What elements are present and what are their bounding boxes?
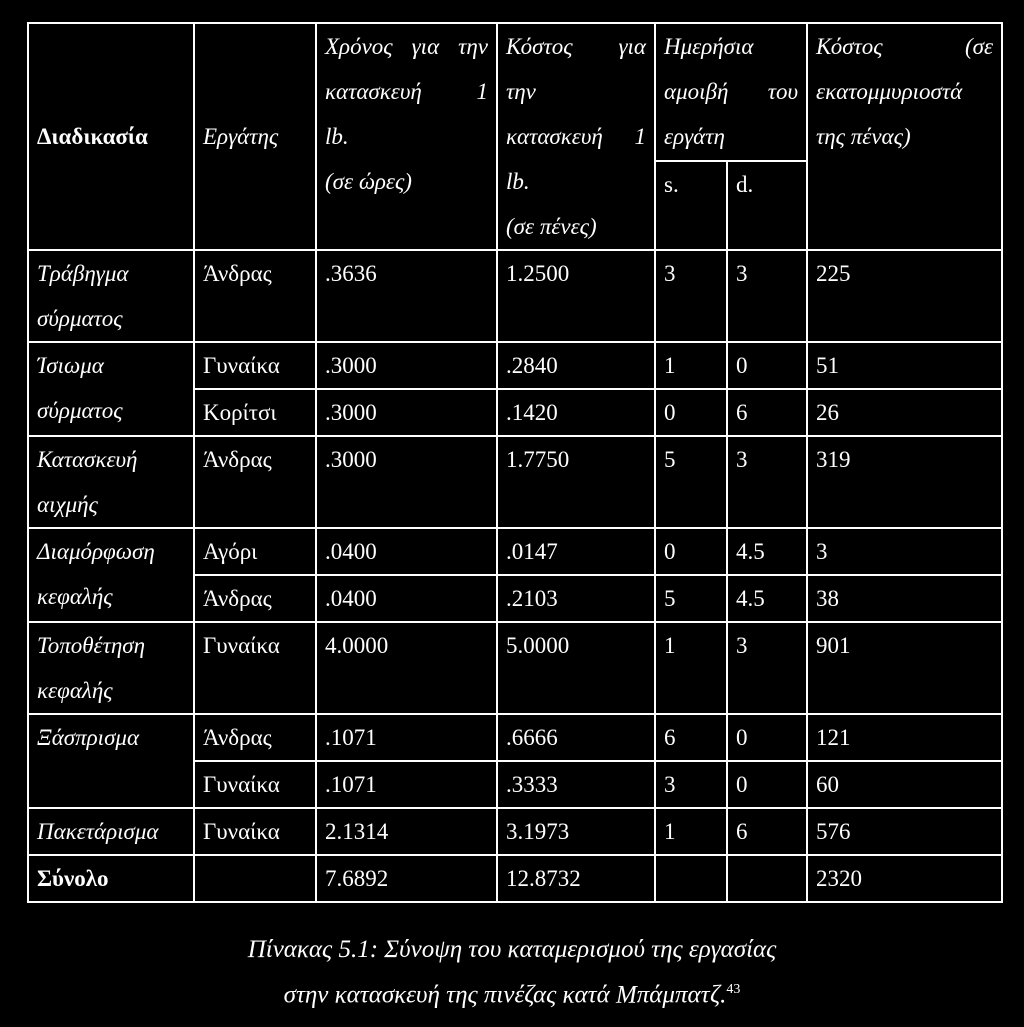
cost-cell: .6666 [497,714,655,761]
worker-cell: Γυναίκα [194,342,316,389]
cost-cell: .2840 [497,342,655,389]
header-cost-line: την [506,79,536,104]
millionth-cell: 51 [807,342,1002,389]
wage-d-cell: 6 [727,808,807,855]
header-millionth-line: της πένας) [816,124,911,149]
worker-cell: Κορίτσι [194,389,316,436]
caption-line-1: Πίνακας 5.1: Σύνοψη του καταμερισμού της εργασίας [247,936,777,963]
millionth-cell: 319 [807,436,1002,528]
time-cell: 2.1314 [316,808,497,855]
wage-d-cell: 0 [727,761,807,808]
table-row [28,342,1002,389]
time-cell: .3000 [316,389,497,436]
time-cell: .3636 [316,250,497,342]
header-millionth-line: Κόστος (σε [816,34,994,59]
wage-s-cell: 6 [655,714,727,761]
header-cost-line: (σε πένες) [506,214,597,239]
wage-d-cell: 6 [727,389,807,436]
cost-cell: 1.7750 [497,436,655,528]
header-time [316,23,497,250]
wage-d-cell: 0 [727,714,807,761]
header-row [28,23,1002,161]
process-cell: Κατασκευή αιχμής [28,436,194,528]
wage-d-cell: 0 [727,342,807,389]
process-cell: Πακετάρισμα [28,808,194,855]
cost-cell: 3.1973 [497,808,655,855]
table-row [28,714,1002,761]
process-cell: Διαμόρφωση κεφαλής [28,528,194,622]
total-row [28,855,1002,902]
header-wage-line: αμοιβή του [664,79,799,104]
millionth-cell: 225 [807,250,1002,342]
worker-cell: Άνδρας [194,436,316,528]
header-wage-shillings: s. [655,161,727,250]
cost-cell: .1420 [497,389,655,436]
cost-cell: 5.0000 [497,622,655,714]
footnote-marker: 43 [726,982,741,997]
header-wage-pence: d. [727,161,807,250]
millionth-cell: 576 [807,808,1002,855]
header-wage-line: Ημερήσια [664,34,754,59]
header-time-line: Χρόνος για την [325,34,488,59]
time-cell: .3000 [316,342,497,389]
worker-cell: Γυναίκα [194,761,316,808]
header-cost-line: κατασκευή 1 [506,124,646,149]
wage-s-cell: 0 [655,389,727,436]
process-cell: Ίσιωμα σύρματος [28,342,194,436]
wage-s-cell: 5 [655,575,727,622]
caption-line-2: στην κατασκευή της πινέζας κατά Μπάμπατζ.$^{43}$ [283,981,741,1009]
total-wage-d-cell [727,855,807,902]
wage-d-cell: 3 [727,436,807,528]
header-wage-line: εργάτη [664,124,725,149]
process-cell: Ξάσπρισμα [28,714,194,808]
cost-cell: 1.2500 [497,250,655,342]
table-row [28,436,1002,528]
process-cell: Τοποθέτηση κεφαλής [28,622,194,714]
header-wage [655,23,807,161]
table-row [28,250,1002,342]
millionth-cell: 3 [807,528,1002,575]
header-millionth [807,23,1002,250]
time-cell: .1071 [316,761,497,808]
header-cost [497,23,655,250]
header-worker: Εργάτης [194,23,316,250]
table-row [28,528,1002,575]
table-row [28,622,1002,714]
header-process: Διαδικασία [28,23,194,250]
millionth-cell: 60 [807,761,1002,808]
worker-cell: Αγόρι [194,528,316,575]
wage-s-cell: 1 [655,342,727,389]
division-of-labour-table [27,22,1003,903]
worker-cell: Άνδρας [194,250,316,342]
time-cell: .3000 [316,436,497,528]
cost-cell: .2103 [497,575,655,622]
header-time-line: κατασκευή 1 [325,79,488,104]
table-caption [0,930,1024,1015]
wage-d-cell: 4.5 [727,528,807,575]
time-cell: .0400 [316,528,497,575]
worker-cell: Άνδρας [194,714,316,761]
total-worker-cell [194,855,316,902]
wage-d-cell: 3 [727,250,807,342]
wage-d-cell: 4.5 [727,575,807,622]
wage-s-cell: 5 [655,436,727,528]
wage-s-cell: 1 [655,622,727,714]
worker-cell: Άνδρας [194,575,316,622]
total-cost-cell: 12.8732 [497,855,655,902]
millionth-cell: 26 [807,389,1002,436]
millionth-cell: 121 [807,714,1002,761]
time-cell: .0400 [316,575,497,622]
wage-d-cell: 3 [727,622,807,714]
total-time-cell: 7.6892 [316,855,497,902]
wage-s-cell: 0 [655,528,727,575]
process-cell: Τράβηγμα σύρματος [28,250,194,342]
total-millionth-cell: 2320 [807,855,1002,902]
total-label: Σύνολο [28,855,194,902]
header-cost-line: Κόστος για [506,34,646,59]
table-row [28,808,1002,855]
wage-s-cell: 3 [655,761,727,808]
wage-s-cell: 3 [655,250,727,342]
millionth-cell: 38 [807,575,1002,622]
millionth-cell: 901 [807,622,1002,714]
wage-s-cell: 1 [655,808,727,855]
worker-cell: Γυναίκα [194,622,316,714]
time-cell: 4.0000 [316,622,497,714]
cost-cell: .0147 [497,528,655,575]
worker-cell: Γυναίκα [194,808,316,855]
header-millionth-line: εκατομμυριοστά [816,79,963,104]
total-wage-s-cell [655,855,727,902]
header-cost-line: lb. [506,169,530,194]
header-time-line: (σε ώρες) [325,169,412,194]
time-cell: .1071 [316,714,497,761]
header-time-line: lb. [325,124,349,149]
cost-cell: .3333 [497,761,655,808]
